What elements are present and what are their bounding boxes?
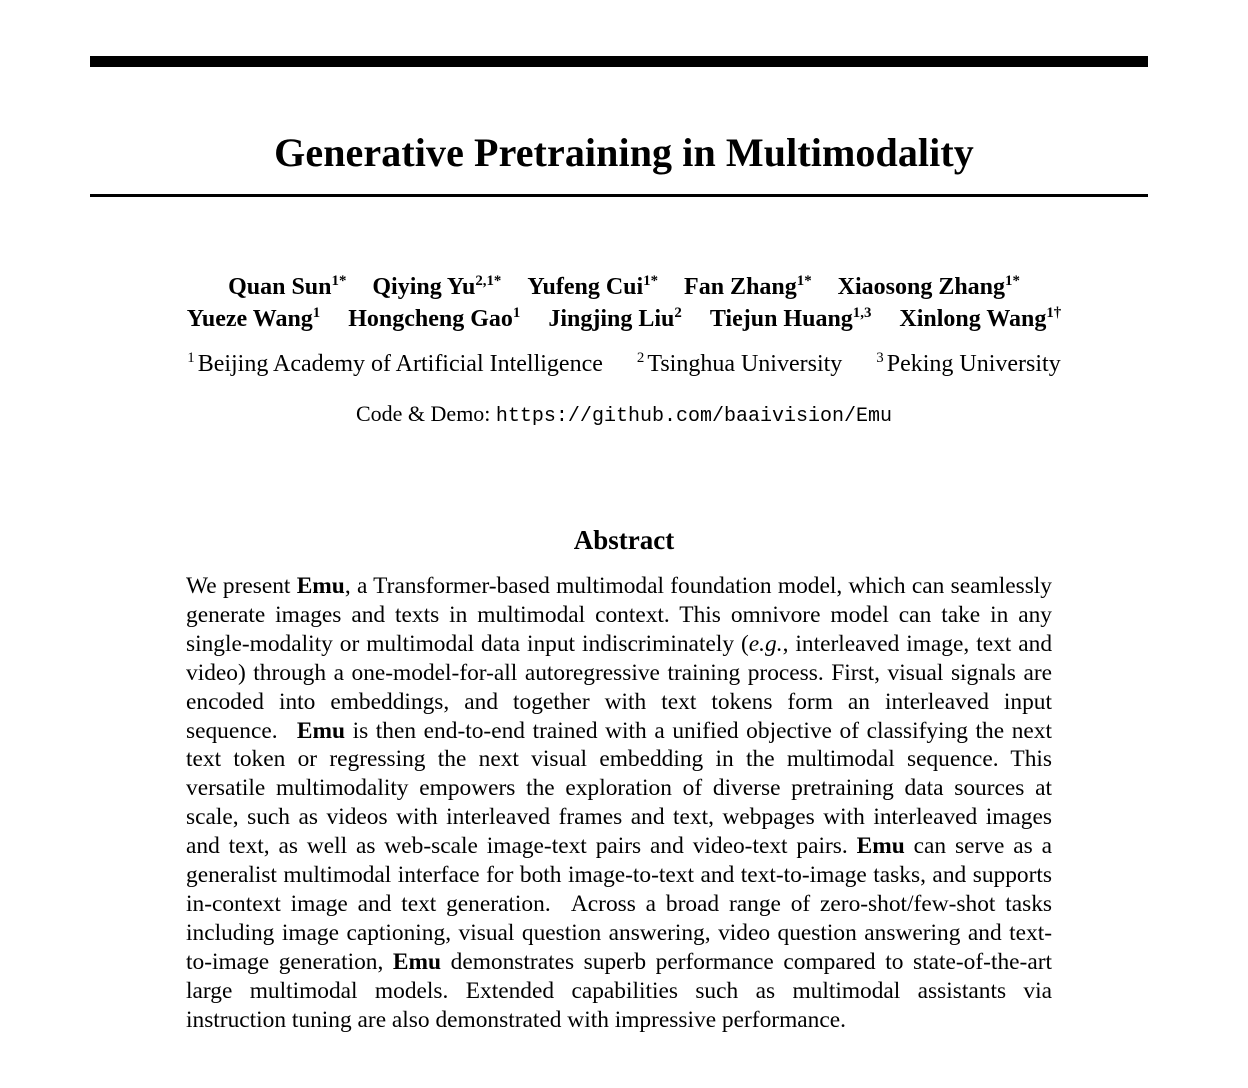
page-title: Generative Pretraining in Multimodality bbox=[274, 129, 974, 175]
abstract-emphasis: Emu bbox=[296, 573, 345, 599]
affiliation-label: Beijing Academy of Artificial Intelligence bbox=[197, 351, 603, 377]
author-label: Tiejun Huang bbox=[709, 305, 853, 332]
author-affiliation-marker: 2,1* bbox=[475, 273, 502, 289]
author-label: Jingjing Liu bbox=[548, 305, 675, 332]
author-name bbox=[838, 272, 1020, 304]
abstract-heading: Abstract bbox=[573, 525, 675, 556]
author-label: Fan Zhang bbox=[684, 274, 797, 300]
author-name bbox=[187, 304, 320, 336]
author-label: Qiying Yu bbox=[372, 274, 476, 300]
author-affiliation-marker: 1 bbox=[512, 304, 521, 321]
author-block bbox=[0, 272, 1248, 335]
abstract-text: can serve as a generalist multimodal interface for both image-to-text and text-to-image tasks, and supports in-context image and text generation. Across a broad range of zero-shot/few-shot tasks including image captioning, visual question answering, video question answering and text-to-image generation, bbox=[186, 833, 1052, 975]
abstract-emphasis: Emu bbox=[856, 833, 905, 860]
affiliation-marker: 3 bbox=[876, 350, 884, 366]
author-name bbox=[710, 304, 872, 336]
abstract-text: demonstrates superb performance compared to state-of-the-art large multimodal models. Extended capabilities such as multimodal assistants via instruction tuning are also demonstrated with impressive performance. bbox=[186, 948, 1052, 1033]
author-affiliation-marker: 1* bbox=[331, 273, 347, 289]
code-demo-label: Code & Demo: bbox=[355, 401, 496, 426]
author-name bbox=[228, 272, 346, 304]
author-affiliation-marker: 1* bbox=[643, 273, 659, 289]
author-label: Yueze Wang bbox=[186, 305, 313, 332]
author-label: Yufeng Cui bbox=[527, 274, 644, 300]
author-label: Xiaosong Zhang bbox=[837, 274, 1006, 300]
abstract-emphasis: Emu bbox=[392, 948, 442, 975]
abstract-emphasis: Emu bbox=[296, 717, 345, 744]
author-affiliation-marker: 1,3 bbox=[852, 304, 872, 321]
author-affiliation-marker: 1† bbox=[1046, 304, 1062, 321]
abstract-italic: e.g. bbox=[748, 630, 783, 657]
affiliation-marker: 2 bbox=[636, 350, 645, 366]
author-name bbox=[348, 304, 520, 336]
author-name bbox=[372, 272, 501, 304]
author-affiliation-marker: 1 bbox=[312, 304, 321, 321]
author-label: Hongcheng Gao bbox=[348, 305, 513, 332]
header-rule-thin bbox=[90, 194, 1148, 197]
author-name bbox=[548, 304, 681, 336]
affiliation-item bbox=[876, 351, 1060, 378]
author-affiliation-marker: 2 bbox=[674, 304, 682, 321]
author-name bbox=[899, 304, 1061, 336]
author-affiliation-marker: 1* bbox=[796, 273, 812, 289]
affiliation-marker: 1 bbox=[187, 350, 195, 366]
author-row-1 bbox=[0, 272, 1248, 304]
affiliation-label: Tsinghua University bbox=[647, 351, 843, 377]
abstract-text: is then end-to-end trained with a unified objective of classifying the next text token or regressing the next visual embedding in the multimodal sequence. This versatile multimodality empowers the exploration of diverse pretraining data sources at scale, such as videos with interleaved frames and text, webpages with interleaved images and text, as well as web-scale image-text pairs and video-text pairs. bbox=[186, 717, 1052, 860]
author-name bbox=[527, 272, 658, 304]
affiliation-item bbox=[187, 351, 603, 378]
code-demo-url[interactable]: https://github.com/baaivision/Emu bbox=[495, 405, 892, 428]
author-affiliation-marker: 1* bbox=[1005, 273, 1020, 289]
abstract-body bbox=[186, 572, 1052, 1035]
abstract-text: , interleaved image, text and video) through a one-model-for-all autoregressive training process. First, visual signals are encoded into embeddings, and together with text tokens form an interleaved input sequence. bbox=[186, 630, 1053, 744]
affiliation-item bbox=[637, 351, 842, 378]
code-demo-line bbox=[0, 401, 1248, 428]
affiliation-label: Peking University bbox=[886, 351, 1061, 377]
author-label: Xinlong Wang bbox=[899, 305, 1047, 332]
affiliation-block bbox=[0, 351, 1248, 378]
author-row-2 bbox=[0, 304, 1248, 336]
abstract-text: , a Transformer-based multimodal foundation model, which can seamlessly generate images and texts in multimodal context. This omnivore model can take in any single-modality or multimodal data input indiscriminately ( bbox=[186, 573, 1052, 657]
abstract-text: We present bbox=[186, 573, 297, 599]
author-label: Quan Sun bbox=[228, 274, 332, 300]
header-rule-thick bbox=[90, 56, 1148, 67]
author-name bbox=[684, 272, 812, 304]
